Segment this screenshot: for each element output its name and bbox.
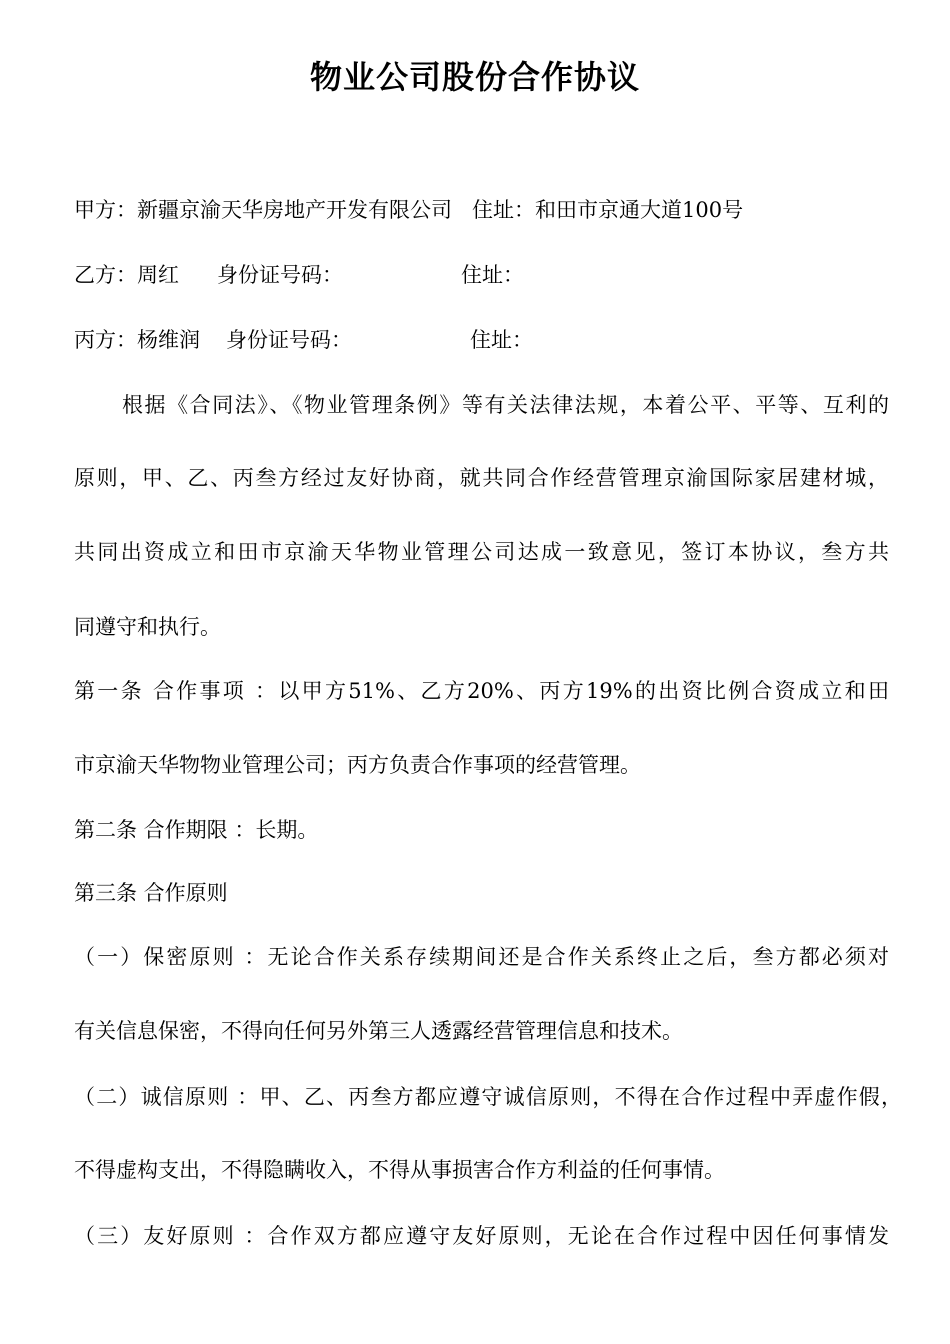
preamble-line-2: 原则，甲、乙、丙叁方经过友好协商，就共同合作经营管理京渝国际家居建材城，: [74, 466, 889, 490]
article-1-line-1: 第一条 合作事项 ：以甲方51%、乙方20%、丙方19%的出资比例合资成立和田: [74, 679, 889, 703]
party-a-line: [74, 195, 743, 225]
article-2: 第二条 合作期限 ：长期。: [74, 818, 319, 842]
article-1-line-2: 市京渝天华物物业管理公司；丙方负责合作事项的经营管理。: [74, 753, 641, 777]
party-a-address: 住址：和田市京通大道100号: [472, 198, 744, 222]
principle-2-line-2: 不得虚构支出，不得隐瞒收入，不得从事损害合作方利益的任何事情。: [74, 1158, 725, 1182]
article-3-heading: 第三条 合作原则: [74, 881, 228, 905]
party-b-address-label: 住址：: [461, 263, 524, 287]
principle-1-line-2: 有关信息保密，不得向任何另外第三人透露经营管理信息和技术。: [74, 1019, 683, 1043]
party-a-name: 甲方：新疆京渝天华房地产开发有限公司: [74, 198, 452, 222]
preamble-line-3: 共同出资成立和田市京渝天华物业管理公司达成一致意见，签订本协议，叁方共: [74, 540, 889, 564]
principle-1-line-1: （一）保密原则 ：无论合作关系存续期间还是合作关系终止之后，叁方都必须对: [74, 945, 889, 969]
party-c-id-label: 身份证号码：: [226, 328, 352, 352]
principle-3-line-1: （三）友好原则 ：合作双方都应遵守友好原则，无论在合作过程中因任何事情发: [74, 1224, 889, 1248]
party-c-line: [74, 325, 533, 355]
preamble-line-4: 同遵守和执行。: [74, 615, 221, 639]
party-b-line: [74, 260, 524, 290]
party-c-name: 丙方：杨维润: [74, 328, 200, 352]
document-title: 物业公司股份合作协议: [309, 58, 640, 96]
party-c-address-label: 住址：: [470, 328, 533, 352]
party-b-id-label: 身份证号码：: [217, 263, 343, 287]
principle-2-line-1: （二）诚信原则 ：甲、乙、丙叁方都应遵守诚信原则，不得在合作过程中弄虚作假，: [74, 1085, 902, 1109]
preamble-line-1: 根据《合同法》、《物业管理条例》等有关法律法规，本着公平、平等、互利的: [122, 393, 889, 417]
party-b-name: 乙方：周红: [74, 263, 179, 287]
